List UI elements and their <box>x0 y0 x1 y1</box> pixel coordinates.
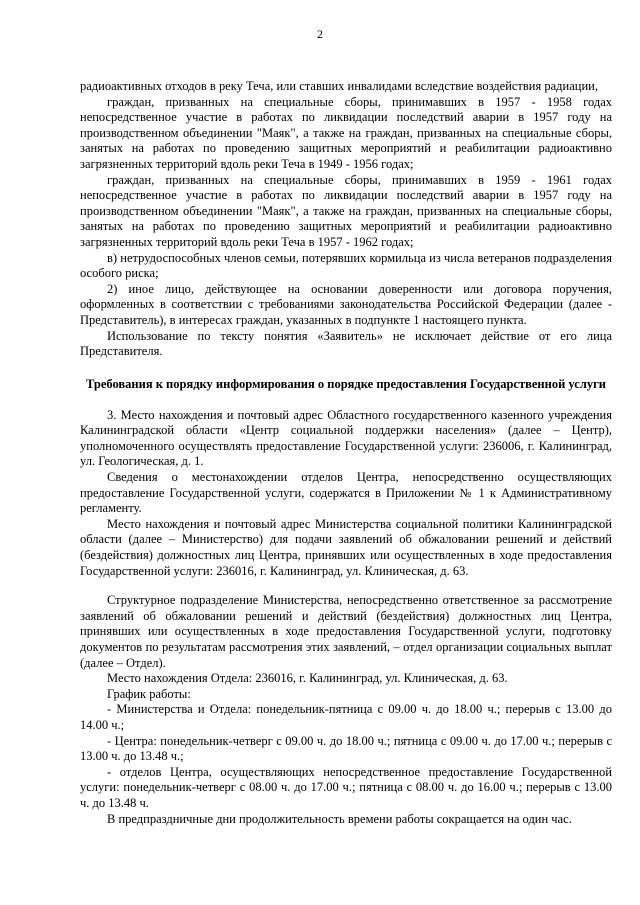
paragraph-representative: 2) иное лицо, действующее на основании доверенности или договора поручения, оформленных в соответствии с требованиями законодательства Российской Федерации (далее - Представитель), в интересах граждан, указанных в подпункте 1 настоящего пункта. <box>80 281 612 327</box>
paragraph-schedule-title: График работы: <box>107 686 191 701</box>
document-body <box>80 79 612 827</box>
paragraph-department-address: Место нахождения Отдела: 236016, г. Калининград, ул. Клиническая, д. 63. <box>107 671 508 686</box>
page-number: 2 <box>317 27 323 41</box>
paragraph-schedule-ministry: - Министерства и Отдела: понедельник-пятница с 09.00 ч. до 18.00 ч.; перерыв с 13.00 до 14.00 ч.; <box>80 702 612 732</box>
paragraph-departments-info: Сведения о местонахождении отделов Центра, непосредственно осуществляющих предоставление Государственной услуги, содержатся в Приложении № 1 к Административному регламенту. <box>80 470 612 516</box>
paragraph-pre-holiday: В предпраздничные дни продолжительность времени работы сокращается на один час. <box>107 811 572 826</box>
paragraph-mayak-1957: граждан, призванных на специальные сборы, принимавших в 1957 - 1958 годах непосредственное участие в работах по ликвидации последствий аварии в 1957 году на производственном объединении "Маяк", а также на граждан, призванных на специальные сборы, занятых на работах по проведению защитных мероприятий и реабилитации радиоактивно загрязненных территорий вдоль реки Теча в 1949 - 1956 годах; <box>80 94 612 171</box>
paragraph-radiation-victims: радиоактивных отходов в реку Теча, или ставших инвалидами вследствие воздействия радиации, <box>80 79 598 93</box>
paragraph-structural-unit: Структурное подразделение Министерства, непосредственно ответственное за рассмотрение заявлений об обжаловании решений и действий (бездействия) должностных лиц Центра, принявших или осуществленных в ходе предоставления Государственной услуги, подготовку документов по результатам рассмотрения этих заявлений, – отдел организации социальных выплат (далее – Отдел). <box>80 593 612 670</box>
paragraph-center-address: 3. Место нахождения и почтовый адрес Областного государственного казенного учреждения Калининградской области «Центр социальной поддержки населения» (далее – Центр), уполномоченного осуществлять предоставление Государственной услуги: 236006, г. Калининград, ул. Геологическая, д. 1. <box>80 407 612 469</box>
paragraph-schedule-departments: - отделов Центра, осуществляющих непосредственное предоставление Государственной услуги: понедельник-четверг с 08.00 ч. до 17.00 ч.; пятница с 08.00 ч. до 16.00 ч.; перерыв с 13.00 ч. до 13.48 ч. <box>80 764 612 810</box>
paragraph-ministry-address: Место нахождения и почтовый адрес Министерства социальной политики Калининградской области (далее – Министерство) для подачи заявлений об обжаловании решений и действий (бездействия) должностных лиц Центра, принявших или осуществленных в ходе предоставления Государственной услуги: 236016, г. Калининград, ул. Клиническая, д. 63. <box>80 516 612 578</box>
paragraph-family-members: в) нетрудоспособных членов семьи, потерявших кормильца из числа ветеранов подразделения особого риска; <box>80 250 612 281</box>
section-heading: Требования к порядку информирования о порядке предоставления Государственной услуги <box>86 376 606 391</box>
paragraph-applicant-term: Использование по тексту понятия «Заявитель» не исключает действие от его лица Представителя. <box>80 328 612 359</box>
paragraph-schedule-center: - Центра: понедельник-четверг с 09.00 ч. до 18.00 ч.; пятница с 09.00 ч. до 17.00 ч.; перерыв с 13.00 ч. до 13.48 ч.; <box>80 733 612 764</box>
paragraph-mayak-1959: граждан, призванных на специальные сборы, принимавших в 1959 - 1961 годах непосредственное участие в работах по ликвидации последствий аварии в 1957 году на производственном объединении "Маяк", а также на граждан, призванных на специальные сборы, занятых на работах по проведению защитных мероприятий и реабилитации радиоактивно загрязненных территорий вдоль реки Теча в 1957 - 1962 годах; <box>80 172 612 249</box>
